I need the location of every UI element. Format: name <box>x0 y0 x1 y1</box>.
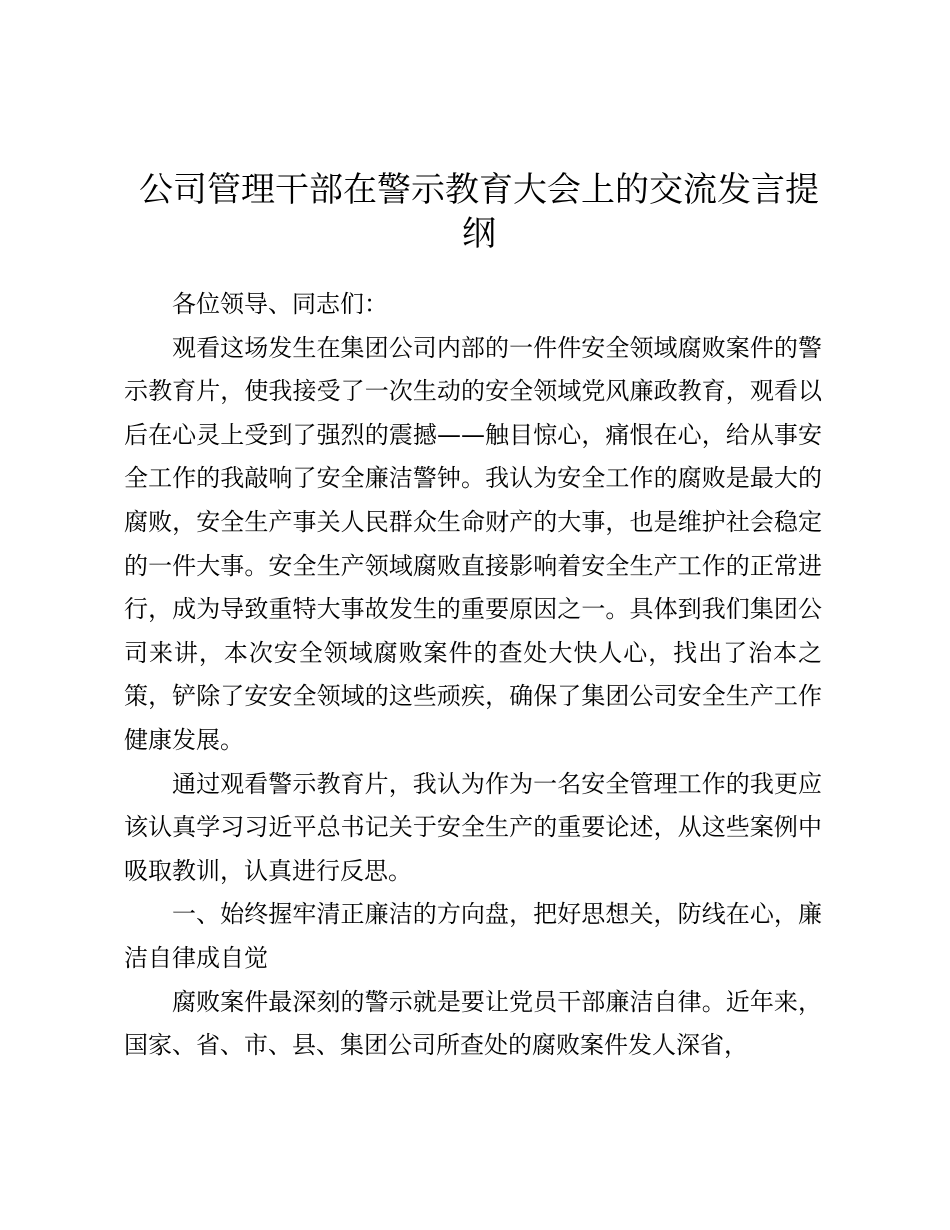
document-body <box>124 283 822 1068</box>
body-paragraph-2: 通过观看警示教育片，我认为作为一名安全管理工作的我更应该认真学习习近平总书记关于安全生产的重要论述，从这些案例中吸取教训，认真进行反思。 <box>124 769 822 885</box>
section-heading-1: 一、始终握牢清正廉洁的方向盘，把好思想关，防线在心，廉洁自律成自觉 <box>124 900 822 972</box>
body-paragraph-1: 观看这场发生在集团公司内部的一件件安全领域腐败案件的警示教育片，使我接受了一次生动的安全领域党风廉政教育，观看以后在心灵上受到了强烈的震撼——触目惊心，痛恨在心，给从事安全工作的我敲响了安全廉洁警钟。我认为安全工作的腐败是最大的腐败，安全生产事关人民群众生命财产的大事，也是维护社会稳定的一件大事。安全生产领域腐败直接影响着安全生产工作的正常进行，成为导致重特大事故发生的重要原因之一。具体到我们集团公司来讲，本次安全领域腐败案件的查处大快人心，找出了治本之策，铲除了安安全领域的这些顽疾，确保了集团公司安全生产工作健康发展。 <box>124 333 822 754</box>
document-title: 公司管理干部在警示教育大会上的交流发言提纲 <box>139 170 819 254</box>
section-1-paragraph: 腐败案件最深刻的警示就是要让党员干部廉洁自律。近年来，国家、省、市、县、集团公司所查处的腐败案件发人深省， <box>124 987 822 1060</box>
salutation: 各位领导、同志们： <box>172 290 388 318</box>
